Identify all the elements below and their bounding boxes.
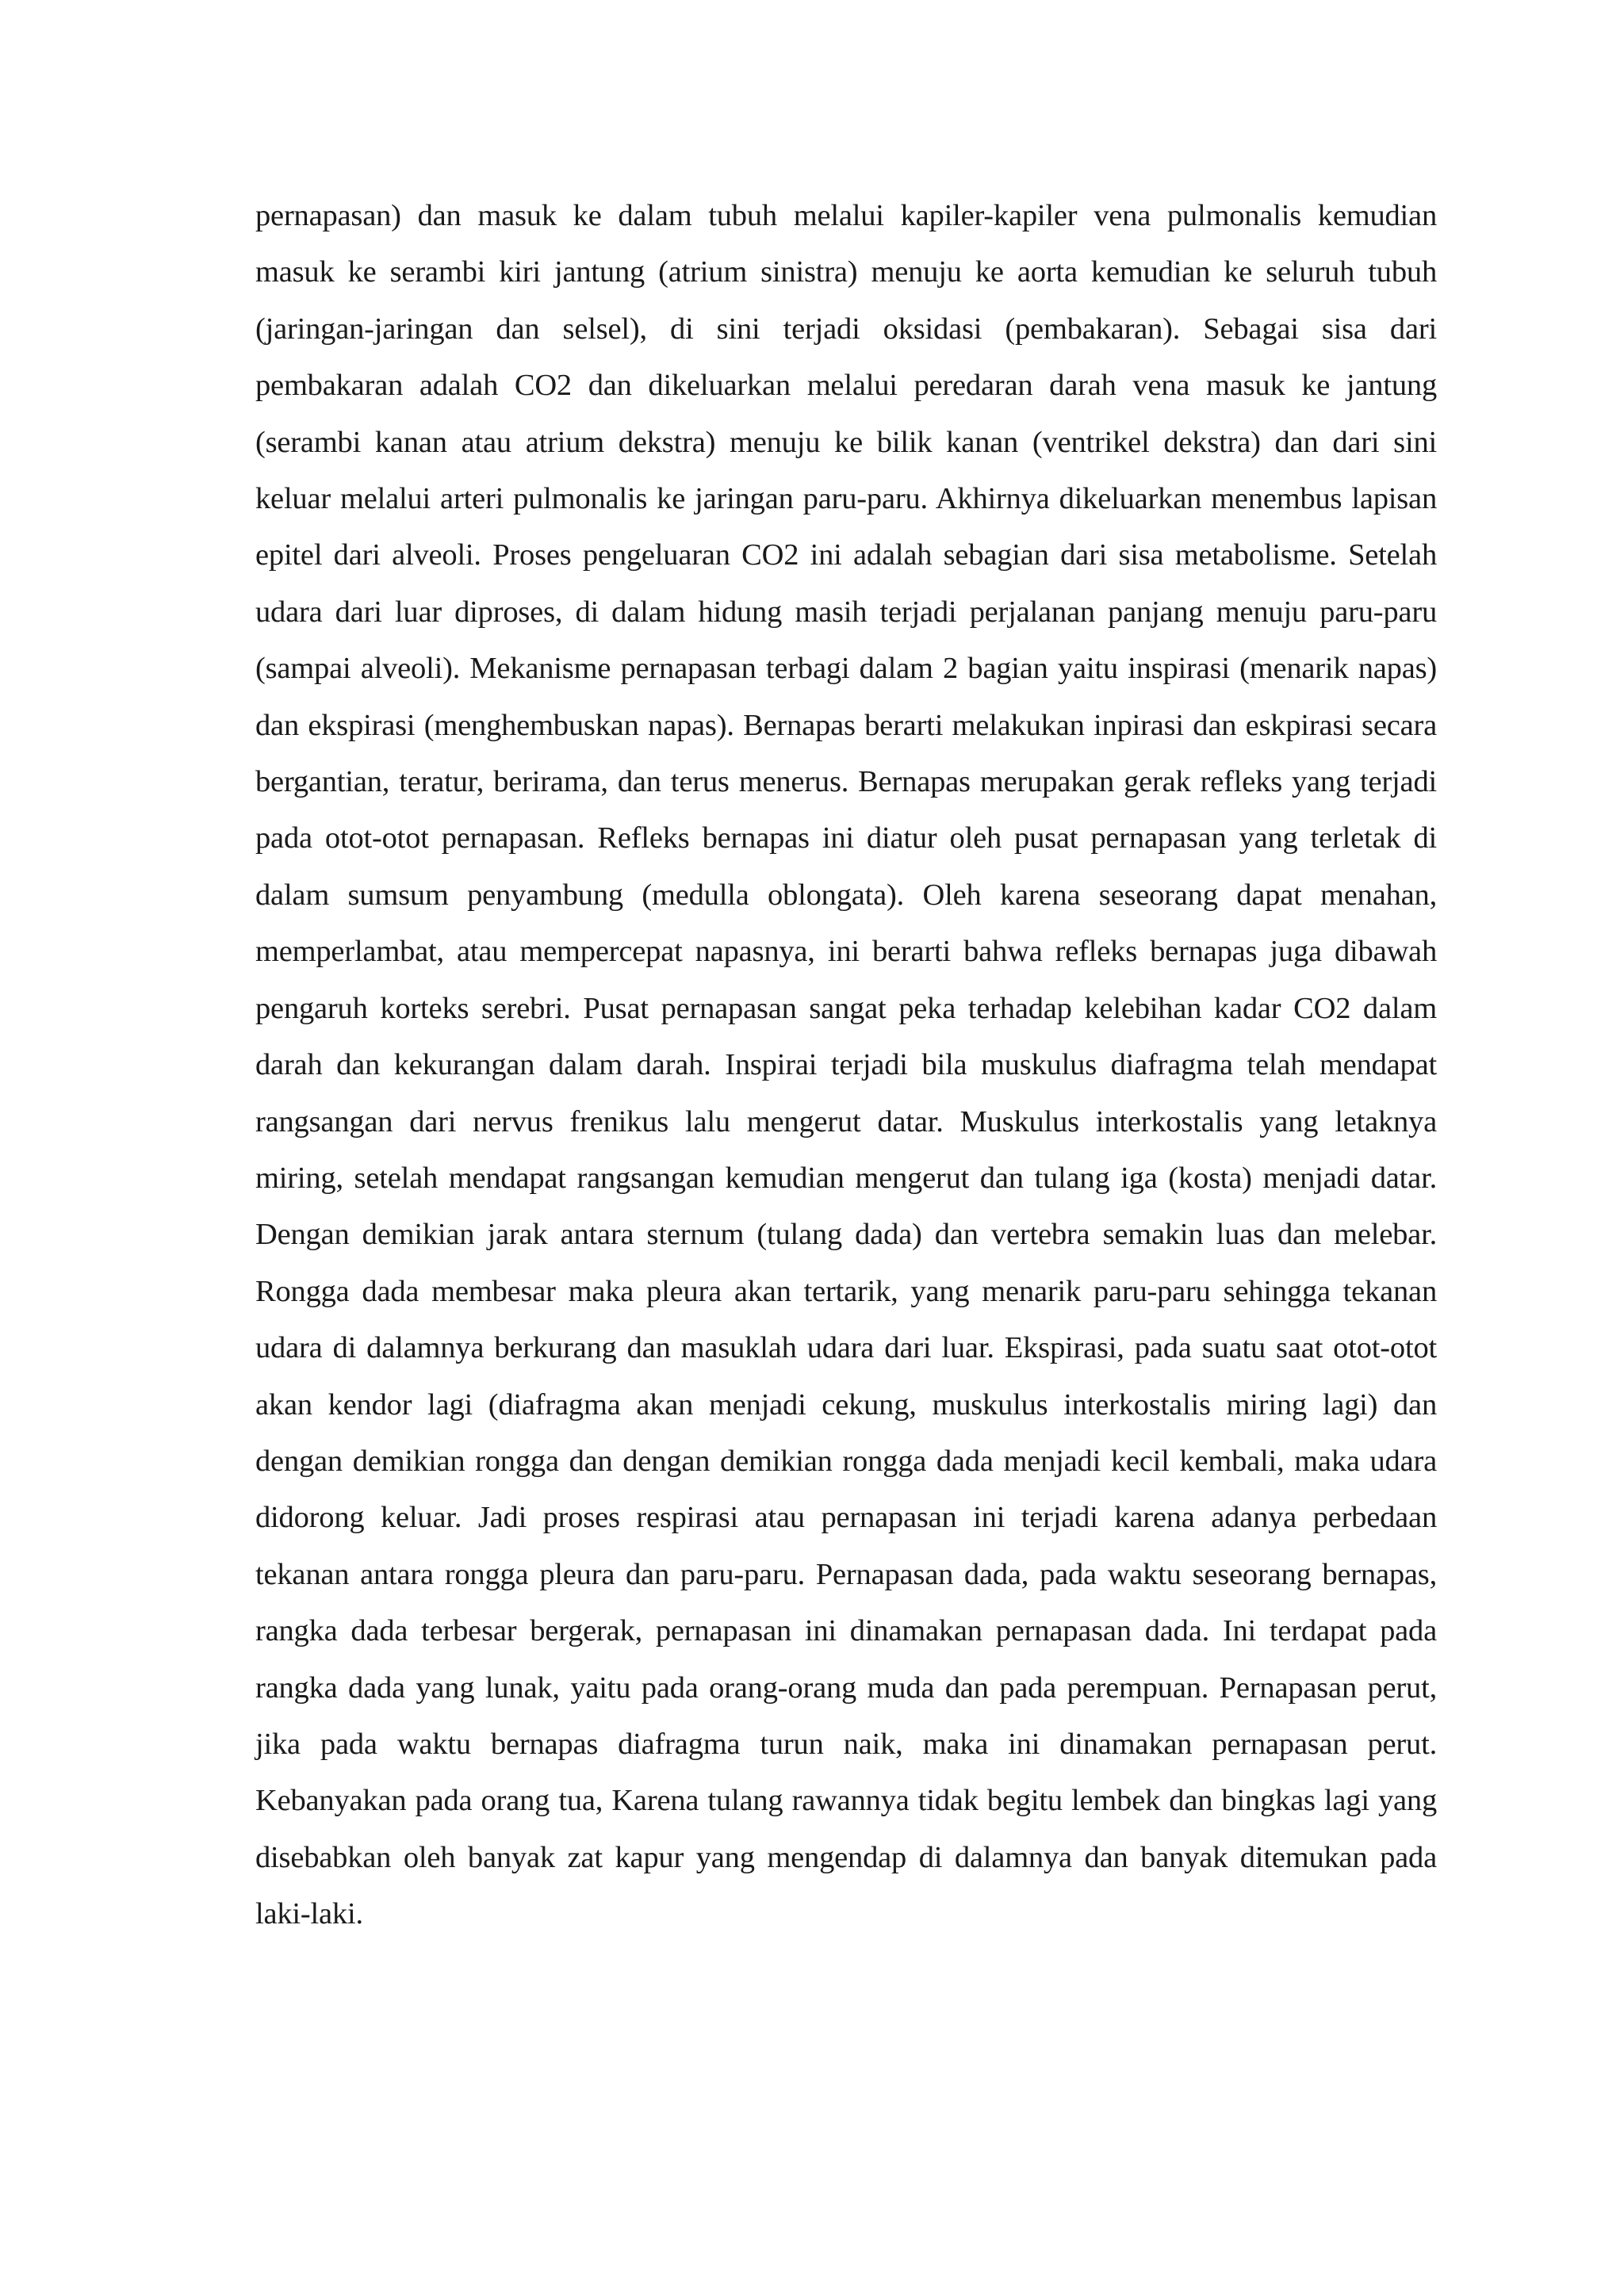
body-paragraph: pernapasan) dan masuk ke dalam tubuh melalui kapiler-kapiler vena pulmonalis kemudian masuk ke serambi kiri jantung (atrium sinistra) menuju ke aorta kemudian ke seluruh tubuh (jaringan-jaringan dan selsel), di sini terjadi oksidasi (pembakaran). Sebagai sisa dari pembakaran adalah CO2 dan dikeluarkan melalui peredaran darah vena masuk ke jantung (serambi kanan atau atrium dekstra) menuju ke bilik kanan (ventrikel dekstra) dan dari sini keluar melalui arteri pulmonalis ke jaringan paru-paru. Akhirnya dikeluarkan menembus lapisan epitel dari alveoli. Proses pengeluaran CO2 ini adalah sebagian dari sisa metabolisme. Setelah udara dari luar diproses, di dalam hidung masih terjadi perjalanan panjang menuju paru-paru (sampai alveoli). Mekanisme pernapasan terbagi dalam 2 bagian yaitu inspirasi (menarik napas) dan ekspirasi (menghembuskan napas). Bernapas berarti melakukan inpirasi dan eskpirasi secara bergantian, teratur, berirama, dan terus menerus. Bernapas merupakan gerak refleks yang terjadi pada otot-otot pernapasan. Refleks bernapas ini diatur oleh pusat pernapasan yang terletak di dalam sumsum penyambung (medulla oblongata). Oleh karena seseorang dapat menahan, memperlambat, atau mempercepat napasnya, ini berarti bahwa refleks bernapas juga dibawah pengaruh korteks serebri. Pusat pernapasan sangat peka terhadap kelebihan kadar CO2 dalam darah dan kekurangan dalam darah. Inspirai terjadi bila muskulus diafragma telah mendapat rangsangan dari nervus frenikus lalu mengerut datar. Muskulus interkostalis yang letaknya miring, setelah mendapat rangsangan kemudian mengerut dan tulang iga (kosta) menjadi datar. Dengan demikian jarak antara sternum (tulang dada) dan vertebra semakin luas dan melebar. Rongga dada membesar maka pleura akan tertarik, yang menarik paru-paru sehingga tekanan udara di dalamnya berkurang dan masuklah udara dari luar. Ekspirasi, pada suatu saat otot-otot akan kendor lagi (diafragma akan menjadi cekung, muskulus interkostalis miring lagi) dan dengan demikian rongga dan dengan demikian rongga dada menjadi kecil kembali, maka udara didorong keluar. Jadi proses respirasi atau pernapasan ini terjadi karena adanya perbedaan tekanan antara rongga pleura dan paru-paru. Pernapasan dada, pada waktu seseorang bernapas, rangka dada terbesar bergerak, pernapasan ini dinamakan pernapasan dada. Ini terdapat pada rangka dada yang lunak, yaitu pada orang-orang muda dan pada perempuan. Pernapasan perut, jika pada waktu bernapas diafragma turun naik, maka ini dinamakan pernapasan perut. Kebanyakan pada orang tua, Karena tulang rawannya tidak begitu lembek dan bingkas lagi yang disebabkan oleh banyak zat kapur yang mengendap di dalamnya dan banyak ditemukan pada laki-laki. [255,199,1437,1931]
